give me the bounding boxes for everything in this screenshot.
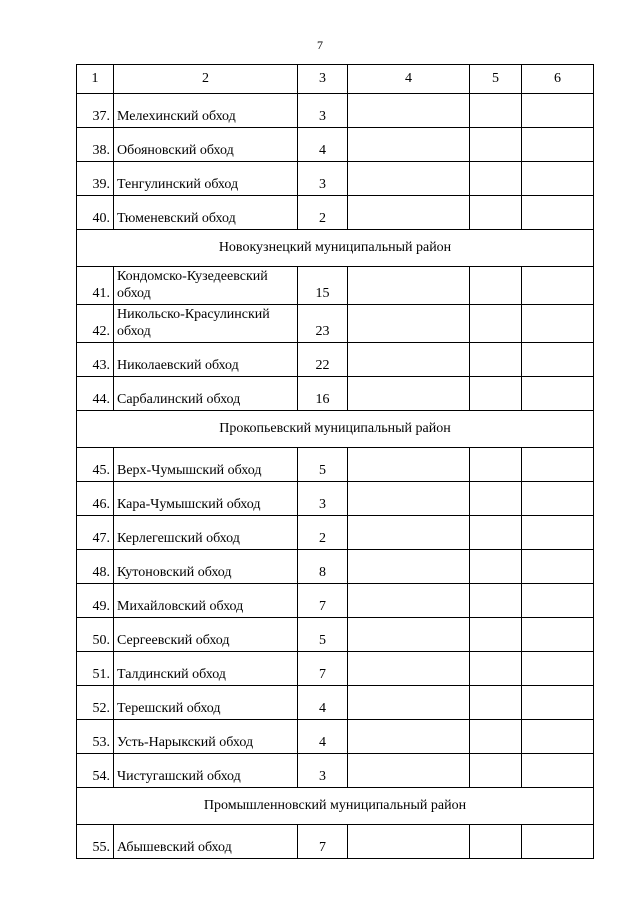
empty-cell: [470, 128, 522, 162]
table-row: [77, 825, 594, 859]
empty-cell: [522, 516, 594, 550]
empty-cell: [348, 94, 470, 128]
empty-cell: [470, 618, 522, 652]
table-header-row: [77, 65, 594, 94]
empty-cell: [470, 196, 522, 230]
table-row: [77, 516, 594, 550]
empty-cell: [522, 448, 594, 482]
table-row: [77, 162, 594, 196]
row-name: Кара-Чумышский обход: [114, 482, 298, 516]
table-row: [77, 128, 594, 162]
row-value: 3: [298, 94, 348, 128]
row-name: Кондомско-Кузедеевский обход: [114, 267, 298, 305]
row-name: Мелехинский обход: [114, 94, 298, 128]
column-header: 4: [348, 65, 470, 94]
empty-cell: [522, 343, 594, 377]
empty-cell: [348, 584, 470, 618]
table-row: [77, 94, 594, 128]
empty-cell: [470, 267, 522, 305]
empty-cell: [522, 94, 594, 128]
empty-cell: [348, 128, 470, 162]
row-number: 40.: [77, 196, 114, 230]
empty-cell: [348, 652, 470, 686]
row-name: Керлегешский обход: [114, 516, 298, 550]
empty-cell: [470, 584, 522, 618]
row-name: Абышевский обход: [114, 825, 298, 859]
row-name: Никольско-Красулинский обход: [114, 305, 298, 343]
section-title: Промышленновский муниципальный район: [77, 788, 594, 825]
row-number: 39.: [77, 162, 114, 196]
table-row: [77, 652, 594, 686]
row-name: Михайловский обход: [114, 584, 298, 618]
row-name: Сергеевский обход: [114, 618, 298, 652]
column-header: 2: [114, 65, 298, 94]
empty-cell: [348, 267, 470, 305]
table-row: [77, 482, 594, 516]
row-name: Чистугашский обход: [114, 754, 298, 788]
empty-cell: [470, 448, 522, 482]
empty-cell: [470, 377, 522, 411]
column-header: 6: [522, 65, 594, 94]
page-number: 7: [317, 38, 323, 52]
empty-cell: [470, 94, 522, 128]
row-name: Усть-Нарыкский обход: [114, 720, 298, 754]
empty-cell: [522, 754, 594, 788]
row-number: 53.: [77, 720, 114, 754]
table-row: [77, 754, 594, 788]
row-value: 4: [298, 686, 348, 720]
row-name: Обояновский обход: [114, 128, 298, 162]
row-value: 4: [298, 720, 348, 754]
row-name: Сарбалинский обход: [114, 377, 298, 411]
row-number: 43.: [77, 343, 114, 377]
column-header: 3: [298, 65, 348, 94]
row-name: Кутоновский обход: [114, 550, 298, 584]
empty-cell: [522, 618, 594, 652]
table-row: [77, 618, 594, 652]
row-number: 47.: [77, 516, 114, 550]
section-row: [77, 230, 594, 267]
column-header: 1: [77, 65, 114, 94]
row-value: 2: [298, 196, 348, 230]
empty-cell: [348, 162, 470, 196]
empty-cell: [470, 343, 522, 377]
row-value: 4: [298, 128, 348, 162]
row-number: 38.: [77, 128, 114, 162]
empty-cell: [348, 196, 470, 230]
empty-cell: [522, 686, 594, 720]
row-value: 22: [298, 343, 348, 377]
empty-cell: [522, 825, 594, 859]
empty-cell: [348, 825, 470, 859]
table-row: [77, 448, 594, 482]
empty-cell: [348, 754, 470, 788]
row-number: 52.: [77, 686, 114, 720]
row-value: 7: [298, 584, 348, 618]
row-number: 44.: [77, 377, 114, 411]
row-number: 51.: [77, 652, 114, 686]
row-name: Николаевский обход: [114, 343, 298, 377]
empty-cell: [470, 652, 522, 686]
table-row: [77, 267, 594, 305]
empty-cell: [348, 516, 470, 550]
row-number: 42.: [77, 305, 114, 343]
empty-cell: [348, 482, 470, 516]
row-number: 55.: [77, 825, 114, 859]
empty-cell: [522, 720, 594, 754]
row-name: Талдинский обход: [114, 652, 298, 686]
row-value: 5: [298, 618, 348, 652]
empty-cell: [522, 652, 594, 686]
row-number: 37.: [77, 94, 114, 128]
empty-cell: [522, 550, 594, 584]
section-title: Новокузнецкий муниципальный район: [77, 230, 594, 267]
row-number: 46.: [77, 482, 114, 516]
table-row: [77, 550, 594, 584]
empty-cell: [348, 720, 470, 754]
empty-cell: [348, 377, 470, 411]
section-row: [77, 411, 594, 448]
empty-cell: [522, 377, 594, 411]
row-value: 16: [298, 377, 348, 411]
empty-cell: [522, 128, 594, 162]
row-value: 7: [298, 825, 348, 859]
table-row: [77, 305, 594, 343]
empty-cell: [348, 448, 470, 482]
table-row: [77, 377, 594, 411]
row-number: 50.: [77, 618, 114, 652]
row-name: Терешский обход: [114, 686, 298, 720]
empty-cell: [470, 550, 522, 584]
row-value: 2: [298, 516, 348, 550]
row-value: 3: [298, 482, 348, 516]
empty-cell: [470, 720, 522, 754]
empty-cell: [470, 305, 522, 343]
table-row: [77, 686, 594, 720]
row-number: 48.: [77, 550, 114, 584]
empty-cell: [470, 686, 522, 720]
empty-cell: [522, 482, 594, 516]
empty-cell: [470, 754, 522, 788]
table-row: [77, 343, 594, 377]
row-number: 54.: [77, 754, 114, 788]
row-value: 8: [298, 550, 348, 584]
row-value: 3: [298, 162, 348, 196]
row-value: 7: [298, 652, 348, 686]
empty-cell: [348, 305, 470, 343]
empty-cell: [348, 550, 470, 584]
row-value: 15: [298, 267, 348, 305]
section-title: Прокопьевский муниципальный район: [77, 411, 594, 448]
row-value: 3: [298, 754, 348, 788]
row-name: Верх-Чумышский обход: [114, 448, 298, 482]
row-number: 49.: [77, 584, 114, 618]
empty-cell: [522, 305, 594, 343]
empty-cell: [348, 343, 470, 377]
row-value: 23: [298, 305, 348, 343]
section-row: [77, 788, 594, 825]
empty-cell: [470, 825, 522, 859]
empty-cell: [470, 516, 522, 550]
empty-cell: [522, 196, 594, 230]
empty-cell: [470, 162, 522, 196]
row-value: 5: [298, 448, 348, 482]
empty-cell: [522, 162, 594, 196]
table-row: [77, 196, 594, 230]
empty-cell: [470, 482, 522, 516]
table-row: [77, 584, 594, 618]
empty-cell: [522, 267, 594, 305]
empty-cell: [348, 686, 470, 720]
row-number: 45.: [77, 448, 114, 482]
data-table: [76, 64, 594, 859]
column-header: 5: [470, 65, 522, 94]
table-row: [77, 720, 594, 754]
row-name: Тюменевский обход: [114, 196, 298, 230]
empty-cell: [522, 584, 594, 618]
empty-cell: [348, 618, 470, 652]
row-name: Тенгулинский обход: [114, 162, 298, 196]
row-number: 41.: [77, 267, 114, 305]
